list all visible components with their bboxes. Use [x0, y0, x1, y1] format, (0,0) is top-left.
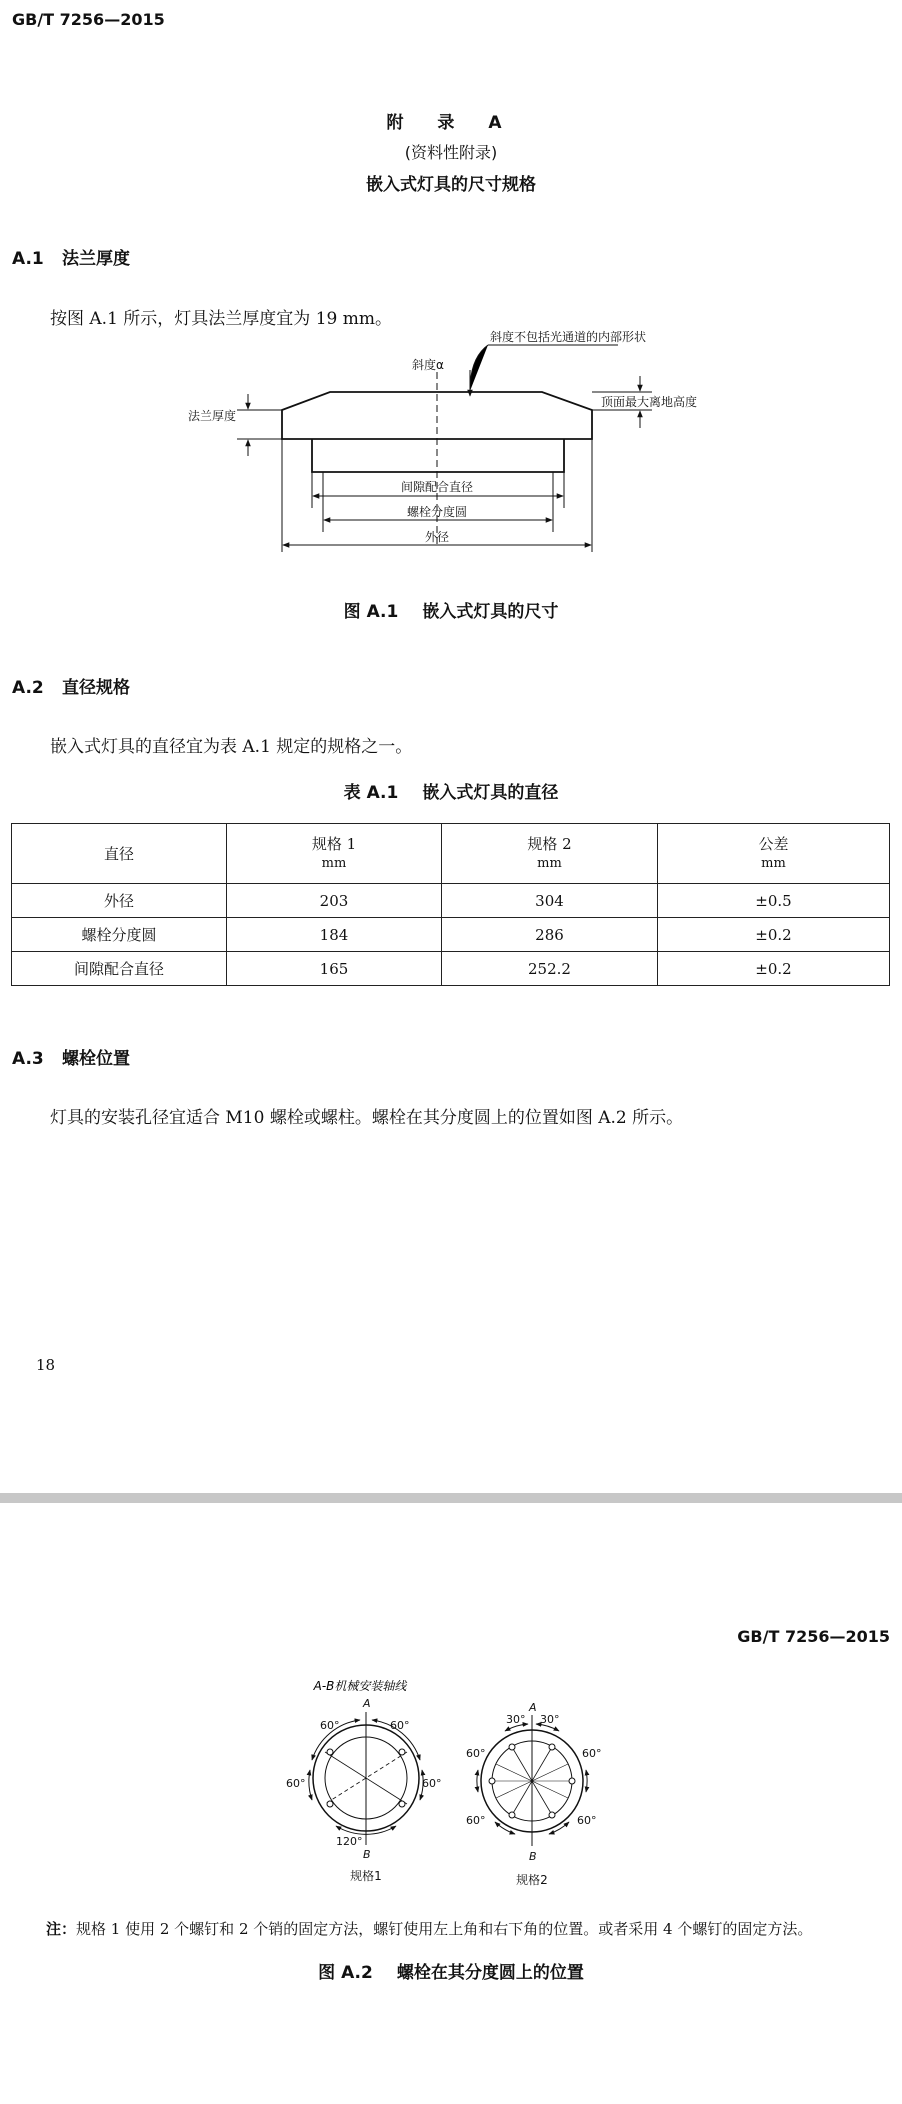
table-cell: ±0.5 — [658, 884, 890, 918]
table-cell: 304 — [442, 884, 658, 918]
spec2-label-b: B — [529, 1850, 537, 1863]
spec2-angle: 60° — [582, 1747, 602, 1760]
spec2-diagram — [477, 1715, 587, 1846]
spec2-angle: 30° — [540, 1713, 560, 1726]
spec1-angle: 120° — [336, 1835, 363, 1848]
figure-a2-note — [46, 1918, 812, 1939]
caption-text: 嵌入式灯具的尺寸 — [422, 602, 559, 622]
caption-number: 图 A.2 — [318, 1963, 373, 1983]
section-title: 螺栓位置 — [62, 1049, 130, 1069]
spec2-angle: 60° — [466, 1747, 486, 1760]
spec1-angle: 60° — [286, 1777, 306, 1790]
paragraph-a1: 按图 A.1 所示，灯具法兰厚度宜为 19 mm。 — [50, 309, 392, 329]
spec1-label-a: A — [363, 1697, 371, 1710]
spec1-label-b: B — [363, 1848, 371, 1861]
section-number: A.2 — [12, 678, 44, 698]
table-cell: 间隙配合直径 — [12, 952, 227, 986]
header-cell: 规格 1 mm — [227, 824, 442, 884]
spec2-name: 规格2 — [516, 1873, 548, 1887]
table-a1-caption — [0, 778, 902, 803]
axis-title: A-B机械安装轴线 — [313, 1679, 407, 1693]
standard-header: GB/T 7256—2015 — [12, 10, 165, 29]
caption-number: 图 A.1 — [343, 602, 399, 622]
spec1-name: 规格1 — [350, 1869, 382, 1883]
standard-header: GB/T 7256—2015 — [737, 1627, 890, 1646]
page-2 — [0, 1503, 902, 2104]
table-cell: 203 — [227, 884, 442, 918]
table-cell: 165 — [227, 952, 442, 986]
paragraph-a3: 灯具的安装孔径宜适合 M10 螺栓或螺柱。螺栓在其分度圆上的位置如图 A.2 所示。 — [50, 1108, 684, 1128]
figure-a1-caption — [0, 597, 902, 622]
spec2-angle: 60° — [466, 1814, 486, 1827]
header-cell: 规格 2 mm — [442, 824, 658, 884]
spec1-angle: 60° — [422, 1777, 442, 1790]
table-cell: 外径 — [12, 884, 227, 918]
spec2-angle: 30° — [506, 1713, 526, 1726]
table-cell: 184 — [227, 918, 442, 952]
label-slope: 斜度α — [412, 358, 444, 372]
diameter-table — [11, 823, 890, 986]
table-cell: 252.2 — [442, 952, 658, 986]
section-a3-heading — [12, 1044, 130, 1069]
table-cell: ±0.2 — [658, 918, 890, 952]
section-a2-heading — [12, 673, 130, 698]
spec2-label-a: A — [529, 1701, 537, 1714]
spec1-angle: 60° — [390, 1719, 410, 1732]
figure-a1-diagram — [180, 325, 740, 560]
note-label: 注： — [46, 1920, 77, 1938]
label-inner-shape: 斜度不包括光通道的内部形状 — [490, 330, 647, 344]
section-title: 直径规格 — [62, 678, 130, 698]
table-row — [12, 918, 890, 952]
header-cell: 公差 mm — [658, 824, 890, 884]
note-text: 规格 1 使用 2 个螺钉和 2 个销的固定方法，螺钉使用左上角和右下角的位置。或者采用 4 个螺钉的固定方法。 — [76, 1920, 813, 1938]
table-cell: 286 — [442, 918, 658, 952]
label-flange-thickness: 法兰厚度 — [188, 409, 237, 423]
section-number: A.1 — [12, 249, 44, 269]
section-a1-heading — [12, 244, 130, 269]
paragraph-a2: 嵌入式灯具的直径宜为表 A.1 规定的规格之一。 — [50, 737, 413, 757]
table-header-row — [12, 824, 890, 884]
label-bolt-circle: 螺栓分度圆 — [406, 505, 468, 519]
header-cell: 直径 — [12, 824, 227, 884]
spec1-angle: 60° — [320, 1719, 340, 1732]
table-cell: 螺栓分度圆 — [12, 918, 227, 952]
figure-a2-caption — [0, 1958, 902, 1983]
page-separator — [0, 1493, 902, 1503]
spec2-angle: 60° — [577, 1814, 597, 1827]
appendix-label: 附 录 A — [386, 113, 516, 133]
caption-number: 表 A.1 — [343, 783, 399, 803]
page-number: 18 — [36, 1356, 56, 1374]
label-top-height: 顶面最大离地高度 — [601, 395, 698, 409]
appendix-title: 嵌入式灯具的尺寸规格 — [366, 175, 536, 195]
label-clearance-diameter: 间隙配合直径 — [400, 480, 474, 494]
section-number: A.3 — [12, 1049, 44, 1069]
caption-text: 嵌入式灯具的直径 — [422, 783, 559, 803]
table-cell: ±0.2 — [658, 952, 890, 986]
label-outer-diameter: 外径 — [424, 530, 450, 544]
appendix-type: (资料性附录) — [404, 143, 498, 162]
figure-a2-diagram — [280, 1668, 620, 1898]
section-title: 法兰厚度 — [62, 249, 130, 269]
table-row — [12, 952, 890, 986]
table-row — [12, 884, 890, 918]
caption-text: 螺栓在其分度圆上的位置 — [396, 1963, 584, 1983]
